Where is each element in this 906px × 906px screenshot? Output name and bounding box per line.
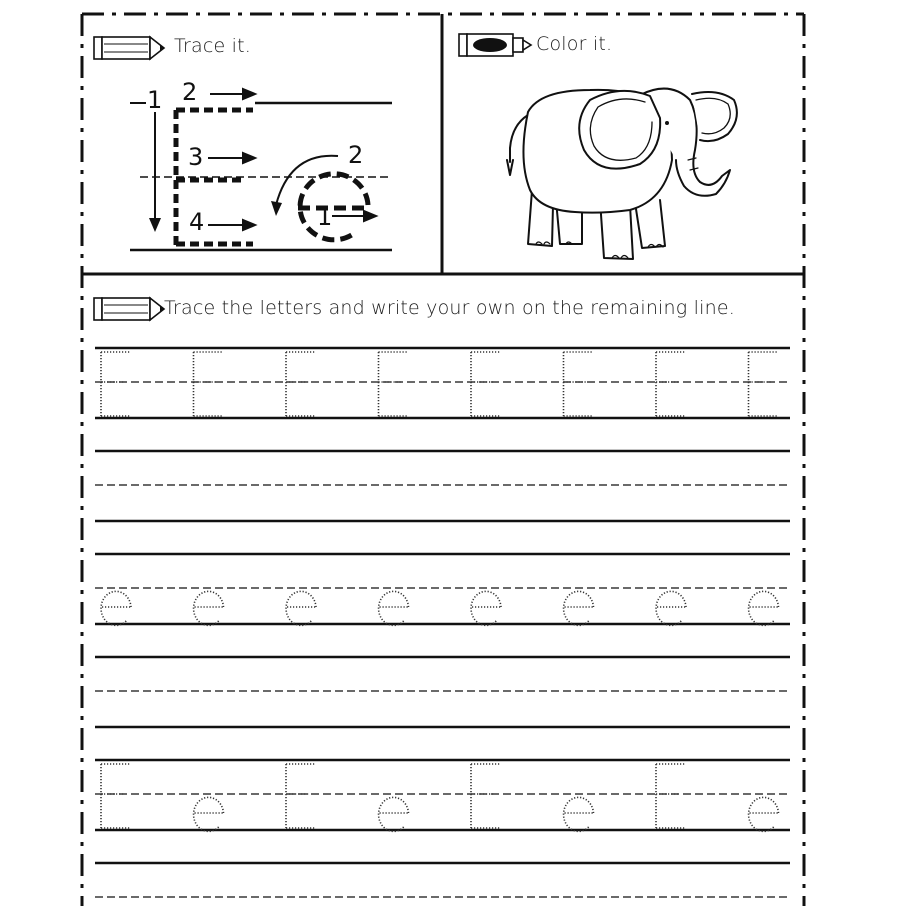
practice-instructions: Trace the letters and write your own on the remaining line. [164,297,735,319]
stroke-number-lower-2: 2 [348,141,364,169]
dotted-uppercase-e [379,352,409,416]
dotted-uppercase-e [101,352,131,416]
dotted-lowercase-e [101,591,131,625]
stroke-number-upper-1: 1 [147,86,163,114]
dotted-lowercase-e [564,591,594,625]
stroke-number-upper-3: 3 [188,143,204,171]
color-it-label: Color it. [536,33,613,55]
dotted-lowercase-e [656,591,686,625]
dotted-lowercase-e [194,591,224,625]
dotted-lowercase-e [286,591,316,625]
dotted-lowercase-e [564,797,594,831]
dotted-lowercase-e [194,797,224,831]
dotted-uppercase-e [286,352,316,416]
stroke-number-upper-4: 4 [189,208,205,236]
dotted-uppercase-e [656,764,686,828]
dotted-uppercase-e [194,352,224,416]
dotted-lowercase-e [749,591,779,625]
practice-row[interactable] [95,451,790,521]
stroke-number-lower-1: 1 [317,203,333,231]
dotted-lowercase-e [379,591,409,625]
practice-row[interactable] [95,760,790,831]
dotted-uppercase-e [749,352,779,416]
dotted-uppercase-e [286,764,316,828]
dotted-lowercase-e [749,797,779,831]
practice-row[interactable] [95,657,790,727]
stroke-number-upper-2: 2 [182,78,198,106]
trace-it-label: Trace it. [174,35,252,57]
practice-row[interactable] [95,554,790,625]
dotted-uppercase-e [471,764,501,828]
practice-row[interactable] [95,863,790,906]
dotted-lowercase-e [379,797,409,831]
dotted-uppercase-e [471,352,501,416]
dotted-uppercase-e [656,352,686,416]
dotted-uppercase-e [564,352,594,416]
practice-row[interactable] [95,348,790,418]
dotted-uppercase-e [101,764,131,828]
dotted-lowercase-e [471,591,501,625]
